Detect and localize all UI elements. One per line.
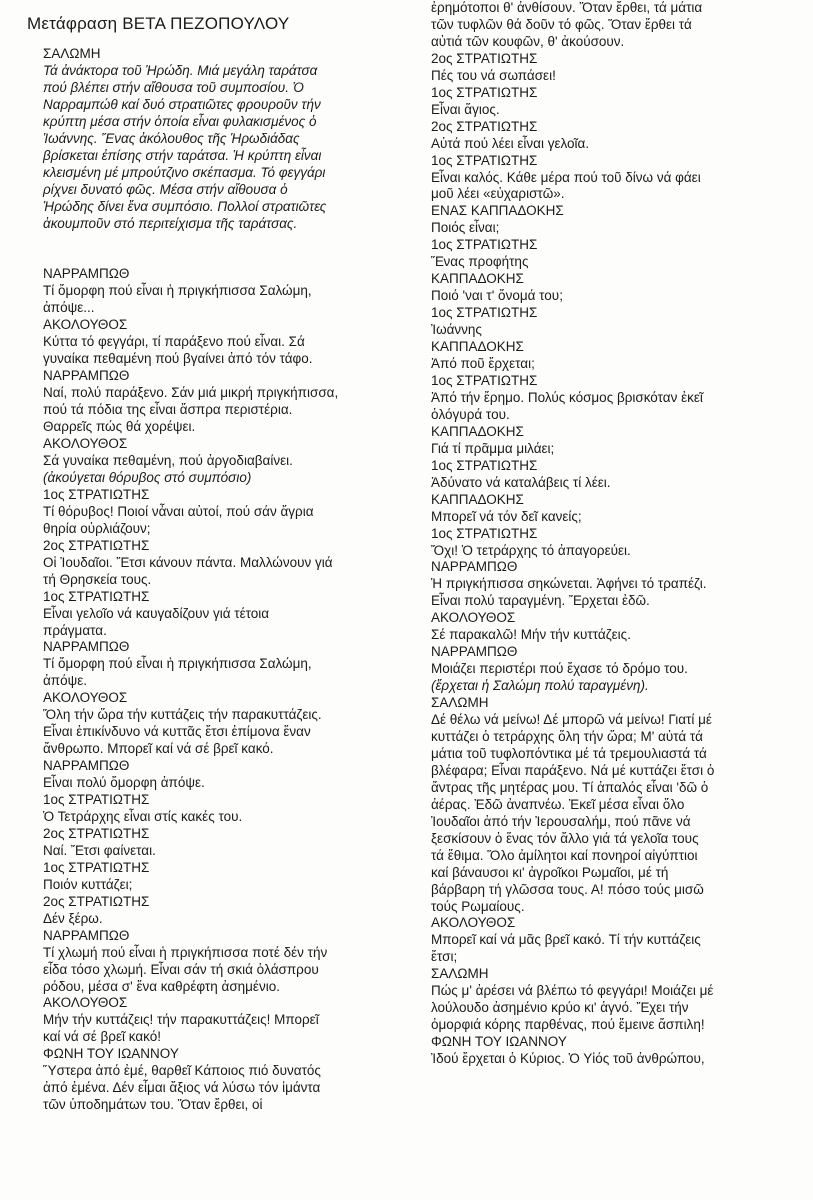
dialogue-line: Εἶναι πολύ ὄμορφη ἀπόψε. [43,775,205,791]
speaker-name: 1ος ΣΤΡΑΤΙΩΤΗΣ [431,152,538,168]
speaker-name: 2ος ΣΤΡΑΤΙΩΤΗΣ [431,118,538,134]
dialogue-line: βλέφαρα; Εἶναι παράξενο. Νά μέ κυττάζει ἔτσι ὁ [431,762,715,778]
dialogue-line: ξεσκίσουν ὁ ἕνας τόν ἄλλο γιά τά γελοῖα τους [431,830,699,846]
dialogue-line: γυναίκα πεθαμένη πού βγαίνει ἀπό τόν τάφο. [43,351,313,367]
speaker-name: 1ος ΣΤΡΑΤΙΩΤΗΣ [43,486,150,502]
speaker-name: 1ος ΣΤΡΑΤΙΩΤΗΣ [431,305,538,321]
dialogue-line: Οἱ Ἰουδαῖοι. Ἔτσι κάνουν πάντα. Μαλλώνουν γιά [43,554,333,570]
dialogue-line: Μπορεῖ καί νά μᾶς βρεῖ κακό. Τί τήν κυττάζεις [431,932,701,948]
dialogue-line: Ἡ πριγκήπισσα σηκώνεται. Ἀφήνει τό τραπέζι. [431,576,707,592]
speaker-name: 1ος ΣΤΡΑΤΙΩΤΗΣ [431,457,538,473]
dialogue-line: Σέ παρακαλῶ! Μήν τήν κυττάζεις. [431,627,631,643]
dialogue-line: Ὕστερα ἀπό ἐμέ, θαρθεῖ Κάποιος πιό δυνατός [43,1063,321,1079]
speaker-name: 1ος ΣΤΡΑΤΙΩΤΗΣ [431,237,538,253]
stage-direction: Ἰωάννης. Ἕνας ἀκόλουθος τῆς Ἡρωδιάδας [43,130,300,146]
dialogue-line: Κύττα τό φεγγάρι, τί παράξενο πού εἶναι. Σά [43,334,305,350]
speaker-name: ΝΑΡΡΑΜΠΩΘ [431,644,518,660]
dialogue-line: Αὐτά πού λέει εἶναι γελοῖα. [431,135,590,151]
stage-direction: (ἔρχεται ἡ Σαλώμη πολύ ταραγμένη). [431,678,649,694]
translator-credit: Μετάφραση ΒΕΤΑ ΠΕΖΟΠΟΥΛΟΥ [27,14,290,33]
dialogue-line: ἀπόψε. [43,673,88,689]
stage-direction: (ἀκούγεται θόρυβος στό συμπόσιο) [43,469,252,485]
dialogue-line: Ἀδύνατο νά καταλάβεις τί λέει. [431,474,611,490]
dialogue-line: Σά γυναίκα πεθαμένη, πού ἀργοδιαβαίνει. [43,452,293,468]
dialogue-line: Ποιός εἶναι; [431,220,500,236]
dialogue-line: Πές του νά σωπάσει! [431,67,556,83]
dialogue-line: ἄντρας τῆς μητέρας μου. Τί ἀπαλός εἶναι 'δῶ ὁ [431,779,709,795]
stage-direction: βρίσκεται ἐπίσης στήν ταράτσα. Ἡ κρύπτη εἶναι [43,147,322,163]
speaker-name: ΝΑΡΡΑΜΠΩΘ [43,368,130,384]
dialogue-line: μοῦ λέει «εὐχαριστῶ». [431,186,565,202]
dialogue-line: εἶδα τόσο χλωμή. Εἶναι σάν τή σκιά ὁλάσπρου [43,961,319,977]
speaker-name: ΣΑΛΩΜΗ [431,966,489,982]
dialogue-line: ἔτσι; [431,949,458,965]
stage-direction: ἀκουμποῦν στό περιτείχισμα τῆς ταράτσας. [43,215,298,231]
speaker-name: ΦΩΝΗ ΤΟΥ ΙΩΑΝΝΟΥ [431,1034,567,1050]
dialogue-line: Εἶναι ἅγιος. [431,101,500,117]
speaker-name: 1ος ΣΤΡΑΤΙΩΤΗΣ [431,372,538,388]
dialogue-line: Εἶναι καλός. Κάθε μέρα πού τοῦ δίνω νά φάει [431,169,701,185]
speaker-name: ΑΚΟΛΟΥΘΟΣ [43,690,128,706]
dialogue-line: Ἰδού ἔρχεται ὁ Κύριος. Ὁ Υἱός τοῦ ἀνθρώπου, [431,1051,705,1067]
dialogue-line: ὀμορφιά κόρης παρθένας, πού ἔμεινε ἄσπιλη! [431,1017,705,1033]
dialogue-line: Ὁ Τετράρχης εἶναι στίς κακές του. [43,808,243,824]
dialogue-line: μάτια τοῦ τυφλοπόντικα μέ τά τρεμουλιαστά τά [431,745,707,761]
stage-direction: Τά ἀνάκτορα τοῦ Ἡρώδη. Μιά μεγάλη ταράτσα [43,62,318,78]
speaker-name: 1ος ΣΤΡΑΤΙΩΤΗΣ [431,525,538,541]
dialogue-line: Ἕνας προφήτης [431,254,529,270]
dialogue-line: Μοιάζει περιστέρι πού ἔχασε τό δρόμο του. [431,661,688,677]
speaker-name: ΑΚΟΛΟΥΘΟΣ [43,995,128,1011]
dialogue-line: Πώς μ' ἀρέσει νά βλέπω τό φεγγάρι! Μοιάζει μέ [431,983,714,999]
speaker-name: ΝΑΡΡΑΜΠΩΘ [43,639,130,655]
dialogue-line: Δέ θέλω νά μείνω! Δέ μπορῶ νά μείνω! Γιατί μέ [431,712,712,728]
dialogue-line: Ποιό 'ναι τ' ὄνομά του; [431,288,563,304]
dialogue-line: καί βάναυσοι κι' ἀγροῖκοι Ρωμαῖοι, μέ τή [431,864,669,880]
speaker-name: ΕΝΑΣ ΚΑΠΠΑΔΟΚΗΣ [431,203,564,219]
speaker-name: ΚΑΠΠΑΔΟΚΗΣ [431,271,524,287]
dialogue-line: Ποιόν κυττάζει; [43,876,133,892]
dialogue-line: Θαρρεῖς πώς θά χορέψει. [43,419,196,435]
stage-direction: κρύπτη μέσα στήν ὁποία εἶναι φυλακισμένος ὁ [43,113,317,129]
dialogue-line: πράγματα. [43,622,107,638]
blank-line [43,249,395,266]
stage-direction: Ἡρώδης δίνει ἕνα συμπόσιο. Πολλοί στρατιῶτες [43,198,327,214]
speaker-name: 1ος ΣΤΡΑΤΙΩΤΗΣ [431,84,538,100]
dialogue-line: ἀπό ἐμένα. Δέν εἶμαι ἄξιος νά λύσω τόν ἱμάντα [43,1080,321,1096]
speaker-name: ΚΑΠΠΑΔΟΚΗΣ [431,423,524,439]
dialogue-line: Εἶναι γελοῖο νά καυγαδίζουν γιά τέτοια [43,605,270,621]
dialogue-line: κυττάζει ὁ τετράρχης ὅλη τήν ὥρα; Μ' αὐτά τά [431,728,703,744]
speaker-name: 2ος ΣΤΡΑΤΙΩΤΗΣ [43,537,150,553]
dialogue-line: Ἀπό ποῦ ἔρχεται; [431,356,535,372]
dialogue-line: Μήν τήν κυττάζεις! τήν παρακυττάζεις! Μπορεῖ [43,1012,319,1028]
speaker-name: ΚΑΠΠΑΔΟΚΗΣ [431,339,524,355]
dialogue-line: αὐτιά τῶν κουφῶν, θ' ἀκούσουν. [431,33,625,49]
dialogue-line: τή Θρησκεία τους. [43,571,152,587]
dialogue-line: Δέν ξέρω. [43,910,103,926]
stage-direction: Ναρραμπώθ καί δυό στρατιῶτες φρουροῦν τήν [43,96,321,112]
dialogue-line: ἐρημότοποι θ' ἀνθίσουν. Ὅταν ἔρθει, τά μάτια [431,0,703,15]
right-column [431,0,783,1068]
speaker-name: ΣΑΛΩΜΗ [431,695,489,711]
speaker-name: ΝΑΡΡΑΜΠΩΘ [43,927,130,943]
dialogue-line: Ὅλη τήν ὥρα τήν κυττάζεις τήν παρακυττάζεις. [43,707,322,723]
speaker-name: ΚΑΠΠΑΔΟΚΗΣ [431,491,524,507]
speaker-name: 2ος ΣΤΡΑΤΙΩΤΗΣ [431,50,538,66]
stage-direction: ρίχνει δυνατό φῶς. Μέσα στήν αἴθουσα ὁ [43,181,288,197]
dialogue-line: τῶν τυφλῶν θά δοῦν τό φῶς. Ὅταν ἔρθει τά [431,16,692,32]
speaker-name: ΑΚΟΛΟΥΘΟΣ [43,436,128,452]
speaker-name: ΣΑΛΩΜΗ [43,46,101,61]
dialogue-line: Ἰωάννης [431,322,482,338]
speaker-name: 2ος ΣΤΡΑΤΙΩΤΗΣ [43,893,150,909]
speaker-name: 1ος ΣΤΡΑΤΙΩΤΗΣ [43,588,150,604]
dialogue-line: ἀέρας. Ἐδῶ ἀναπνέω. Ἐκεῖ μέσα εἶναι ὅλο [431,796,685,812]
dialogue-line: Ἰουδαῖοι ἀπό τήν Ἰερουσαλήμ, πού πᾶνε νά [431,813,691,829]
dialogue-line: Ἀπό τήν ἔρημο. Πολύς κόσμος βρισκόταν ἐκεῖ [431,389,703,405]
dialogue-line: Εἶναι ἐπικίνδυνο νά κυττᾶς ἔτσι ἐπίμονα ἕναν [43,724,311,740]
dialogue-line: Τί ὄμορφη πού εἶναι ἡ πριγκήπισσα Σαλώμη, [43,656,312,672]
dialogue-line: θηρία οὐρλιάζουν; [43,520,151,536]
dialogue-line: Γιά τί πρᾶμμα μιλάει; [431,440,555,456]
speaker-name: 1ος ΣΤΡΑΤΙΩΤΗΣ [43,792,150,808]
left-column [43,46,395,1114]
dialogue-line: καί νά σέ βρεῖ κακό! [43,1029,161,1045]
blank-line [43,232,395,249]
stage-direction: πού βλέπει στήν αἴθουσα τοῦ συμποσίου. Ὁ [43,79,304,95]
speaker-name: ΝΑΡΡΑΜΠΩΘ [431,559,518,575]
dialogue-line: ἄνθρωπο. Μπορεῖ καί νά σέ βρεῖ κακό. [43,741,274,757]
dialogue-line: τά ἔθιμα. Ὅλο ἀμίλητοι καί πονηροί αἰγύπτιοι [431,847,698,863]
dialogue-line: τῶν ὑποδημάτων του. Ὅταν ἔρθει, οἱ [43,1097,263,1113]
speaker-name: ΑΚΟΛΟΥΘΟΣ [431,610,516,626]
speaker-name: ΑΚΟΛΟΥΘΟΣ [43,317,128,333]
speaker-name: ΝΑΡΡΑΜΠΩΘ [43,266,130,282]
dialogue-line: ὁλόγυρά του. [431,406,510,422]
dialogue-line: Ναί. Ἔτσι φαίνεται. [43,842,156,858]
speaker-name: ΦΩΝΗ ΤΟΥ ΙΩΑΝΝΟΥ [43,1046,179,1062]
speaker-name: ΝΑΡΡΑΜΠΩΘ [43,758,130,774]
dialogue-line: Ναί, πολύ παράξενο. Σάν μιά μικρή πριγκήπισσα, [43,385,339,401]
dialogue-line: τούς Ρωμαίους. [431,898,525,914]
dialogue-line: Τί χλωμή πού εἶναι ἡ πριγκήπισσα ποτέ δέν τήν [43,944,328,960]
dialogue-line: Ὄχι! Ὁ τετράρχης τό ἀπαγορεύει. [431,542,631,558]
stage-direction: κλεισμένη μέ μπρούτζινο σκέπασμα. Τό φεγγάρι [43,164,326,180]
dialogue-line: Τί θόρυβος! Ποιοί νἆναι αὐτοί, πού σάν ἄγρια [43,503,314,519]
speaker-name: 1ος ΣΤΡΑΤΙΩΤΗΣ [43,859,150,875]
dialogue-line: Μπορεῖ νά τόν δεῖ κανείς; [431,508,582,524]
dialogue-line: ἀπόψε... [43,300,95,316]
dialogue-line: Εἶναι πολύ ταραγμένη. Ἔρχεται ἐδῶ. [431,593,650,609]
dialogue-line: βάρβαρη τή γλῶσσα τους. Α! πόσο τούς μισῶ [431,881,704,897]
dialogue-line: λούλουδο ἀσημένιο κρύο κι' ἁγνό. Ἔχει τήν [431,1000,689,1016]
dialogue-line: Τί ὄμορφη πού εἶναι ἡ πριγκήπισσα Σαλώμη, [43,283,312,299]
dialogue-line: ρόδου, μέσα σ' ἕνα καθρέφτη ἀσημένιο. [43,978,280,994]
dialogue-line: πού τά πόδια της εἶναι ἄσπρα περιστέρια. [43,402,293,418]
speaker-name: 2ος ΣΤΡΑΤΙΩΤΗΣ [43,825,150,841]
speaker-name: ΑΚΟΛΟΥΘΟΣ [431,915,516,931]
